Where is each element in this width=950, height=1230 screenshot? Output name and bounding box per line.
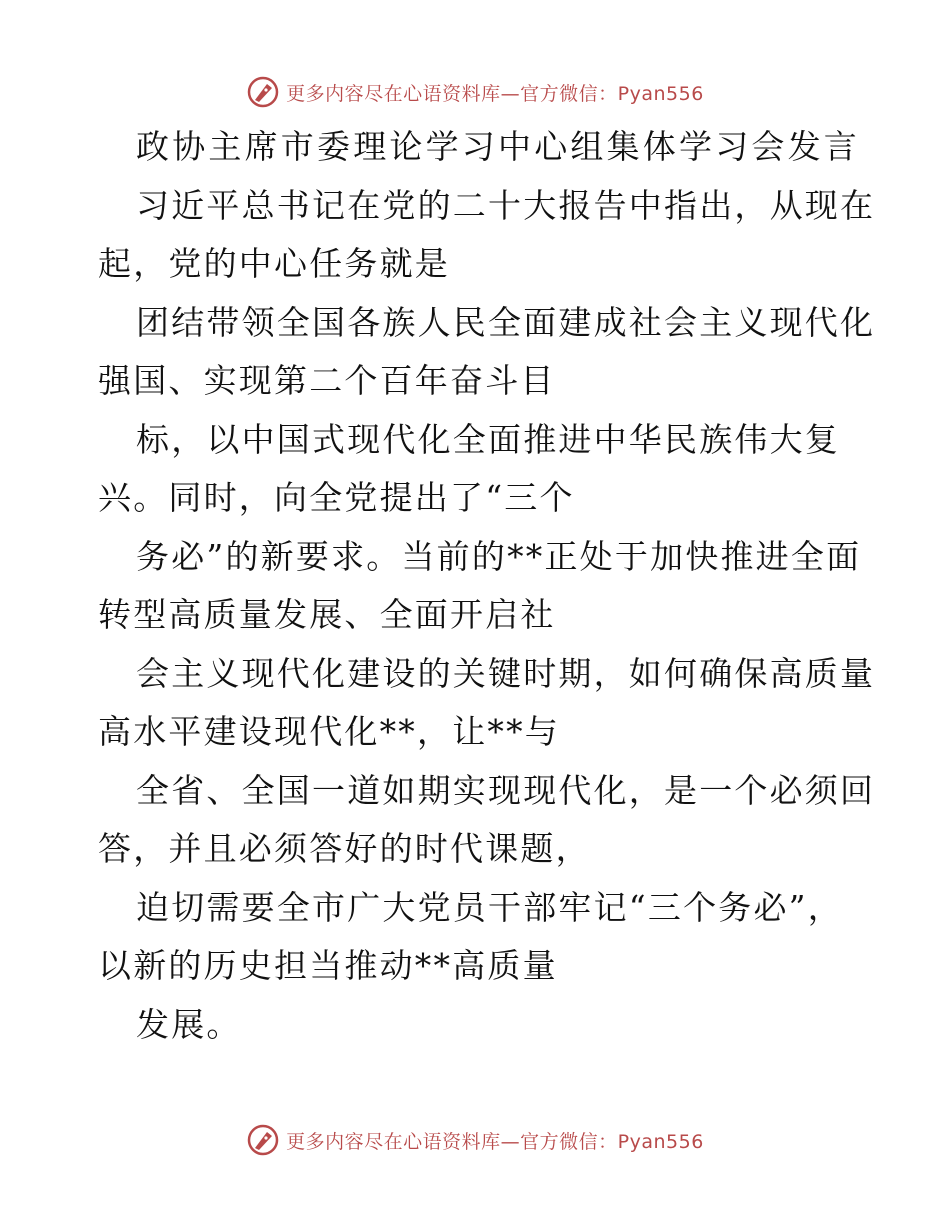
- paragraph-line: 发展。: [136, 1004, 242, 1044]
- pen-nib-logo-icon: [246, 1123, 280, 1157]
- paragraph-line: 团结带领全国各族人民全面建成社会主义现代化: [136, 302, 876, 342]
- paragraph-line: 答，并且必须答好的时代课题，: [98, 829, 591, 868]
- paragraph-line: 强国、实现第二个百年奋斗目: [98, 361, 556, 400]
- watermark-text: 更多内容尽在心语资料库—官方微信：Pyan556: [286, 82, 704, 105]
- watermark-text: 更多内容尽在心语资料库—官方微信：Pyan556: [286, 1130, 704, 1153]
- paragraph-line: 标，以中国式现代化全面推进中华民族伟大复: [136, 419, 840, 459]
- paragraph-line: 起，党的中心任务就是: [98, 244, 450, 283]
- paragraph-line: 迫切需要全市广大党员干部牢记“三个务必”，: [136, 887, 843, 927]
- paragraph-line: 转型高质量发展、全面开启社: [98, 595, 556, 634]
- paragraph-line: 高水平建设现代化**，让**与: [98, 712, 560, 751]
- document-title: 政协主席市委理论学习中心组集体学习会发言: [136, 127, 860, 166]
- watermark-banner-bottom: [0, 1120, 950, 1160]
- watermark-banner-top: [0, 72, 950, 112]
- pen-nib-logo-icon: [246, 75, 280, 109]
- paragraph-line: 以新的历史担当推动**高质量: [98, 946, 558, 985]
- paragraph-line: 务必”的新要求。当前的**正处于加快推进全面: [136, 536, 862, 576]
- paragraph-line: 兴。同时，向全党提出了“三个: [98, 478, 575, 517]
- paragraph-line: 会主义现代化建设的关键时期，如何确保高质量: [136, 653, 876, 693]
- paragraph-line: 习近平总书记在党的二十大报告中指出，从现在: [136, 185, 876, 225]
- paragraph-line: 全省、全国一道如期实现现代化，是一个必须回: [136, 770, 876, 810]
- document-body: [98, 118, 876, 1054]
